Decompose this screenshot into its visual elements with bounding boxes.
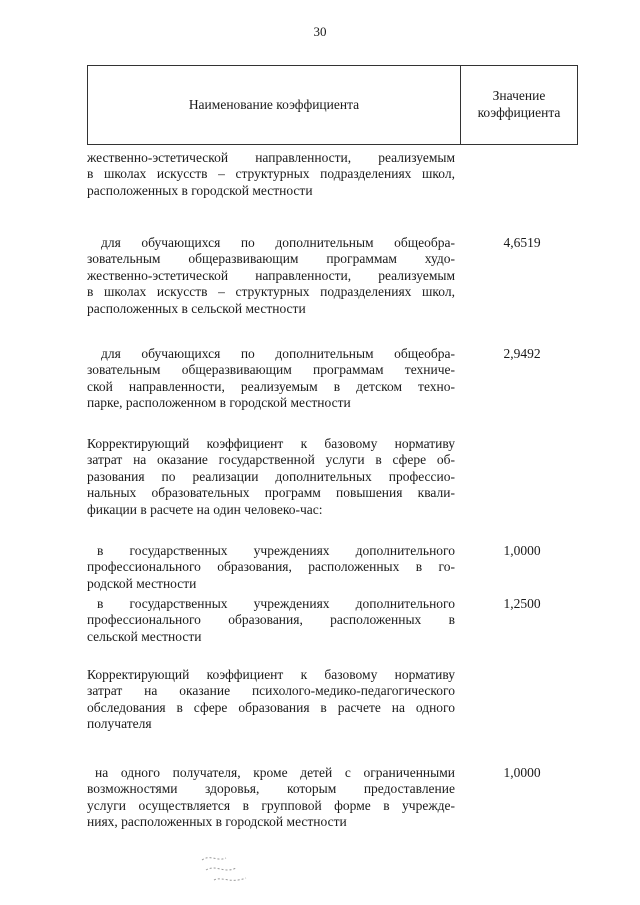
table-row-text	[87, 436, 455, 518]
text-line: получателя	[87, 716, 152, 732]
text-line: услуги осуществляется в групповой форме в учрежде-	[87, 797, 455, 813]
text-line: профессионального образования, расположенных в го-	[87, 559, 455, 575]
column-header-value	[461, 66, 577, 144]
coefficient-value: 2,9492	[503, 346, 541, 361]
table-row-text	[87, 667, 455, 733]
table-row-text	[87, 346, 455, 412]
text-line: разования по реализации дополнительных профессио-	[87, 468, 455, 484]
text-line: возможностями здоровья, которым предоставление	[87, 781, 455, 797]
table-row-text	[87, 235, 455, 317]
text-line: зовательным общеразвивающим программам худо-	[87, 251, 455, 267]
text-line: сельской местности	[87, 628, 202, 644]
text-line: на одного получателя, кроме детей с ограниченными	[95, 765, 455, 780]
text-line: жественно-эстетической направленности, реализуемым	[87, 150, 455, 165]
text-line: парке, расположенном в городской местности	[87, 395, 351, 411]
text-line: зовательным общеразвивающим программам техниче-	[87, 362, 455, 378]
text-line: затрат на оказание государственной услуги в сфере об-	[87, 452, 455, 468]
text-line: в государственных учреждениях дополнительного	[97, 543, 455, 558]
text-line: затрат на оказание психолого-медико-педагогического	[87, 683, 455, 699]
text-line: нальных образовательных программ повышения квали-	[87, 485, 455, 501]
handwritten-scribble	[196, 850, 254, 892]
text-line: в государственных учреждениях дополнительного	[97, 596, 455, 611]
text-line: для обучающихся по дополнительным общеобра-	[101, 346, 455, 361]
text-line: в школах искусств – структурных подразделениях школ,	[87, 284, 455, 300]
table-row-text	[87, 150, 455, 199]
column-header-value-line2: коэффициента	[477, 105, 561, 120]
coefficient-value: 4,6519	[503, 235, 541, 250]
coefficient-value: 1,0000	[503, 543, 541, 558]
text-line: расположенных в сельской местности	[87, 300, 306, 316]
text-line: ской направленности, реализуемым в детском техно-	[87, 378, 455, 394]
table-header	[87, 65, 578, 145]
page-number: 30	[313, 24, 327, 39]
table-row-text	[87, 765, 455, 831]
text-line: для обучающихся по дополнительным общеобра-	[101, 235, 455, 250]
text-line: в школах искусств – структурных подразделениях школ,	[87, 166, 455, 182]
coefficient-value: 1,0000	[503, 765, 541, 780]
table-row-text	[87, 596, 455, 645]
coefficient-value: 1,2500	[503, 596, 541, 611]
text-line: профессионального образования, расположенных в	[87, 612, 455, 628]
text-line: Корректирующий коэффициент к базовому нормативу	[87, 436, 455, 451]
column-header-value-line1: Значение	[492, 88, 546, 104]
text-line: расположенных в городской местности	[87, 182, 313, 198]
text-line: жественно-эстетической направленности, реализуемым	[87, 267, 455, 283]
text-line: Корректирующий коэффициент к базовому нормативу	[87, 667, 455, 682]
text-line: родской местности	[87, 575, 197, 591]
text-line: ниях, расположенных в городской местности	[87, 814, 347, 830]
column-header-name: Наименование коэффициента	[88, 66, 461, 144]
text-line: фикации в расчете на один человеко-час:	[87, 501, 323, 517]
table-row-text	[87, 543, 455, 592]
text-line: обследования в сфере образования в расчете на одного	[87, 699, 455, 715]
